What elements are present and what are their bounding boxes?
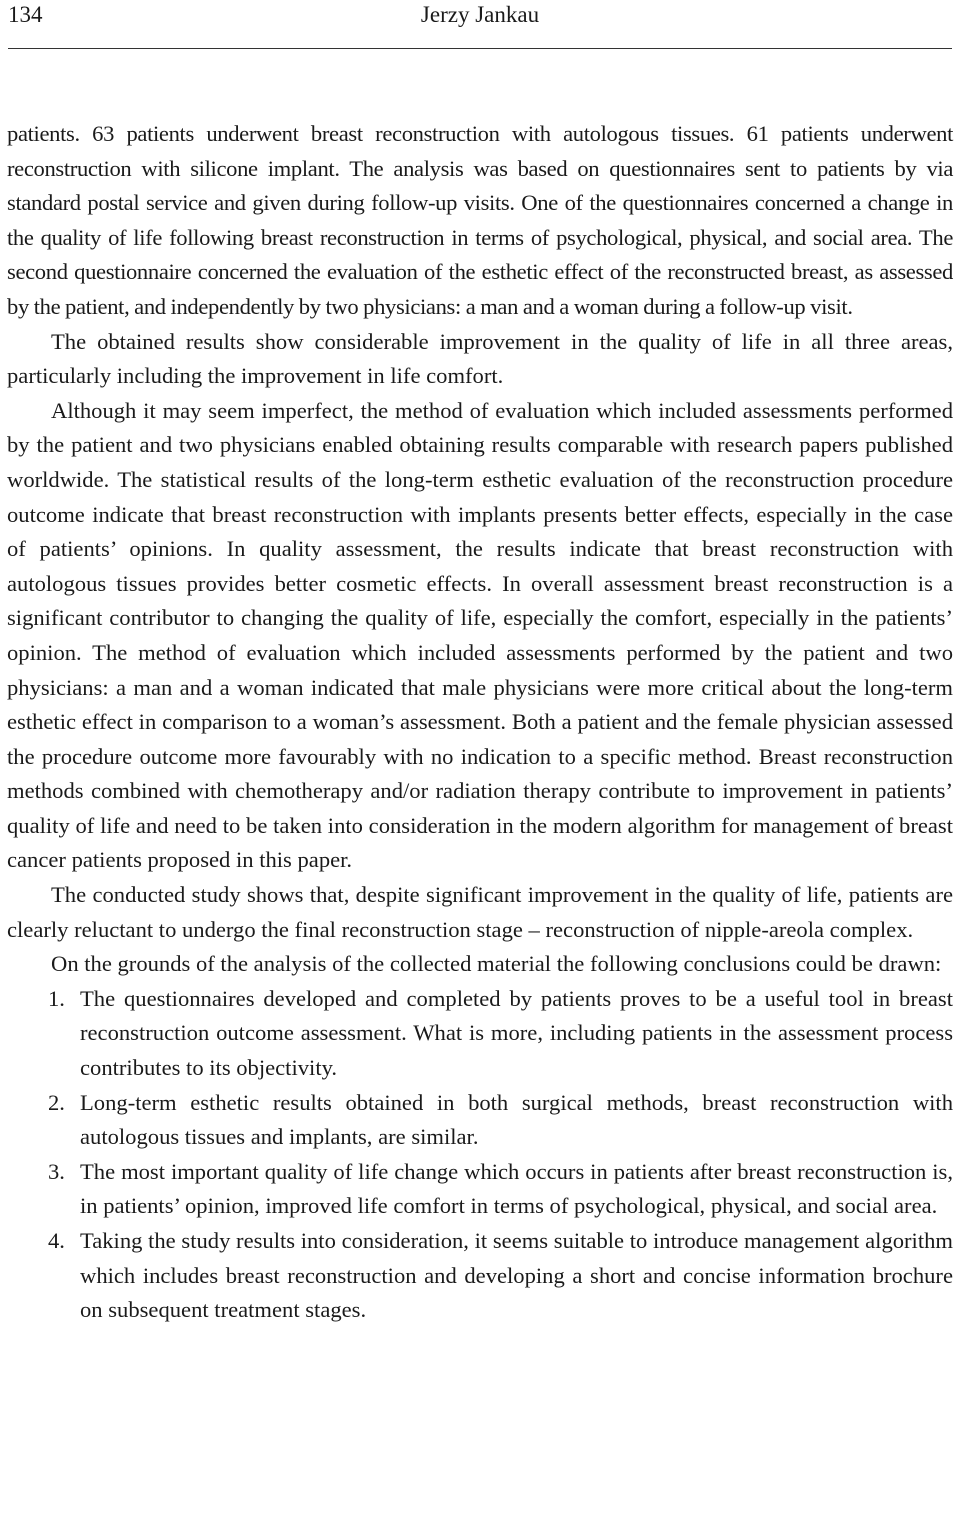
page-header (8, 0, 952, 44)
list-item (7, 1224, 953, 1328)
paragraph-results: The obtained results show considerable improvement in the quality of life in all three areas, particularly including the improvement in life comfort. (7, 328, 953, 389)
paragraph-conclusions-intro: On the grounds of the analysis of the collected material the following conclusions could be drawn: (51, 951, 942, 977)
list-item-number: 2. (48, 1089, 65, 1115)
list-item-number: 4. (48, 1228, 65, 1253)
list-item-text: Taking the study results into consideration, it seems suitable to introduce management algorithm which includes breast reconstruction and developing a short and concise information brochure on subsequent treatment stages. (80, 1228, 953, 1323)
paragraph-discussion: Although it may seem imperfect, the method of evaluation which included assessments performed by the patient and two physicians enabled obtaining results comparable with research papers published worldwide. The statistical results of the long-term esthetic evaluation of the reconstruction procedure outcome indicate that breast reconstruction with implants presents better effects, especially in the case of patients’ opinions. In quality assessment, the results indicate that breast reconstruction with autologous tissues provides better cosmetic effects. In overall assessment breast reconstruction is a significant contributor to changing the quality of life, especially the comfort, especially in the patients’ opinion. The method of evaluation which included assessments performed by the patient and two physicians: a man and a woman indicated that male physicians were more critical about the long-term esthetic effect in comparison to a woman’s assessment. Both a patient and the female physician assessed the procedure outcome more favourably with no indication to a specific method. Breast reconstruction methods combined with chemotherapy and/or radiation therapy contribute to improvement in patients’ quality of life and need to be taken into consideration in the modern algorithm for management of breast cancer patients proposed in this paper. (7, 397, 953, 873)
list-item (7, 982, 953, 1086)
list-item-text: The most important quality of life change which occurs in patients after breast reconstruction is, in patients’ opinion, improved life comfort in terms of psychological, physical, and social area. (80, 1158, 953, 1219)
list-item (7, 1086, 953, 1155)
page-number: 134 (8, 2, 43, 27)
paragraph-nipple-areola: The conducted study shows that, despite significant improvement in the quality of life, patients are clearly reluctant to undergo the final reconstruction stage – reconstruction of nipple-areola complex. (7, 882, 953, 942)
conclusions-list (7, 982, 953, 1328)
paragraph-methods: patients. 63 patients underwent breast reconstruction with autologous tissues. 61 patients underwent reconstruction with silicone implant. The analysis was based on questionnaires sent to patients by via standard postal service and given during follow-up visits. One of the questionnaires concerned a change in the quality of life following breast reconstruction in terms of psychological, physical, and social area. The second questionnaire concerned the evaluation of the esthetic effect of the reconstructed breast, as assessed by the patient, and independently by two physicians: a man and a woman during a follow-up visit. (7, 121, 953, 319)
list-item-number: 3. (48, 1158, 65, 1184)
list-item-number: 1. (48, 985, 65, 1011)
body-text (7, 117, 953, 1328)
list-item-text: Long-term esthetic results obtained in both surgical methods, breast reconstruction with autologous tissues and implants, are similar. (80, 1089, 953, 1150)
list-item (7, 1155, 953, 1224)
list-item-text: The questionnaires developed and completed by patients proves to be a useful tool in breast reconstruction outcome assessment. What is more, including patients in the assessment process contributes to its objectivity. (80, 985, 953, 1081)
header-rule (8, 48, 952, 49)
running-title: Jerzy Jankau (420, 2, 540, 27)
